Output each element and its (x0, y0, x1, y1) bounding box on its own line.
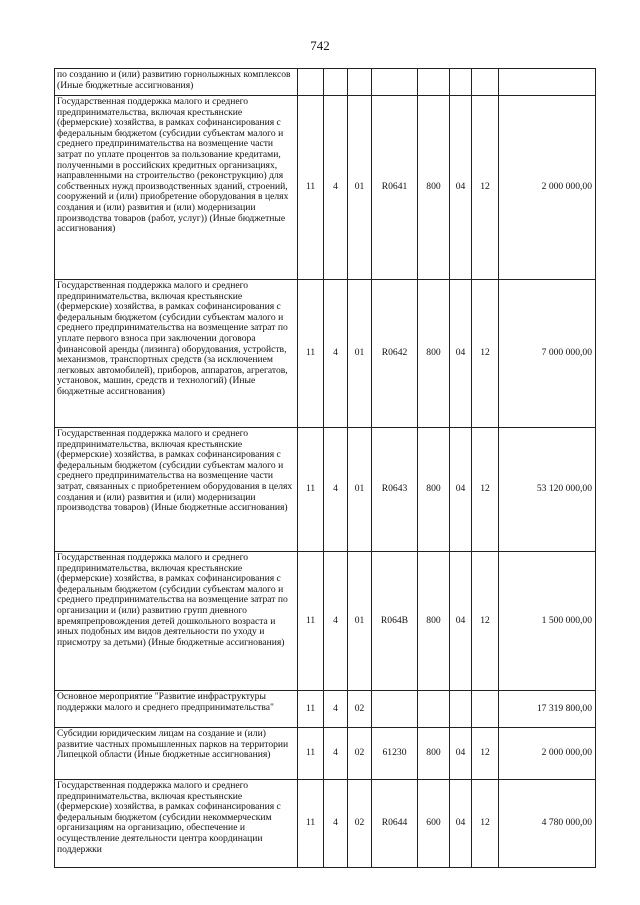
program-code: 11 (298, 728, 324, 780)
row-description: Государственная поддержка малого и среднего предпринимательства, включая крестьянские (фермерские) хозяйства, в рамках софинансирования с федеральным бюджетом (субсидии субъектам малого и среднего предпринимательства на возмещение затрат по организации и (или) развитию групп дневного времяпрепровождения детей дошкольного возраста и иных подобных им видов деятельности по уходу и присмотру за детьми) (Иные бюджетные ассигнования) (55, 552, 298, 691)
activity-code: 01 (348, 96, 372, 280)
activity-code: 01 (348, 552, 372, 691)
expense-type-code: 800 (418, 428, 450, 552)
expense-type-code (418, 691, 450, 728)
row-description: Субсидии юридическим лицам на создание и (или) развитие частных промышленных парков на территории Липецкой области (Иные бюджетные ассигнования) (55, 728, 298, 780)
program-code: 11 (298, 280, 324, 428)
table-row (55, 552, 596, 691)
subprogram-code: 4 (324, 428, 348, 552)
subsection-code: 12 (472, 428, 499, 552)
amount-cell: 1 500 000,00 (499, 552, 596, 691)
subsection-code: 12 (472, 280, 499, 428)
subsection-code: 12 (472, 96, 499, 280)
expense-type-code: 800 (418, 728, 450, 780)
expense-type-code: 800 (418, 96, 450, 280)
activity-code: 02 (348, 728, 372, 780)
section-code (450, 69, 472, 96)
subprogram-code: 4 (324, 728, 348, 780)
program-code: 11 (298, 428, 324, 552)
row-description: Государственная поддержка малого и среднего предпринимательства, включая крестьянские (фермерские) хозяйства, в рамках софинансирования с федеральным бюджетом (субсидии некоммерческим организациям на организацию, обеспечение и осуществление деятельности центра координации поддержки (55, 780, 298, 868)
direction-code: 61230 (372, 728, 418, 780)
expense-type-code: 800 (418, 552, 450, 691)
expense-type-code (418, 69, 450, 96)
subprogram-code: 4 (324, 780, 348, 868)
table-row (55, 69, 596, 96)
activity-code: 01 (348, 428, 372, 552)
subsection-code (472, 69, 499, 96)
table-row (55, 780, 596, 868)
table-row (55, 428, 596, 552)
amount-cell: 53 120 000,00 (499, 428, 596, 552)
table-row (55, 728, 596, 780)
section-code: 04 (450, 428, 472, 552)
activity-code (348, 69, 372, 96)
subprogram-code: 4 (324, 691, 348, 728)
subsection-code: 12 (472, 728, 499, 780)
subprogram-code: 4 (324, 96, 348, 280)
subsection-code: 12 (472, 780, 499, 868)
expense-type-code: 800 (418, 280, 450, 428)
table-row (55, 280, 596, 428)
row-description: Основное мероприятие "Развитие инфраструктуры поддержки малого и среднего предпринимательства" (55, 691, 298, 728)
program-code: 11 (298, 552, 324, 691)
table-row (55, 691, 596, 728)
amount-cell: 2 000 000,00 (499, 96, 596, 280)
activity-code: 02 (348, 691, 372, 728)
program-code: 11 (298, 96, 324, 280)
activity-code: 01 (348, 280, 372, 428)
program-code (298, 69, 324, 96)
direction-code: R0644 (372, 780, 418, 868)
direction-code (372, 69, 418, 96)
section-code: 04 (450, 780, 472, 868)
direction-code: R0641 (372, 96, 418, 280)
subprogram-code: 4 (324, 552, 348, 691)
row-description: по созданию и (или) развитию горнолыжных комплексов (Иные бюджетные ассигнования) (55, 69, 298, 96)
subprogram-code: 4 (324, 280, 348, 428)
amount-cell: 17 319 800,00 (499, 691, 596, 728)
expense-type-code: 600 (418, 780, 450, 868)
direction-code: R064B (372, 552, 418, 691)
subsection-code (472, 691, 499, 728)
amount-cell: 4 780 000,00 (499, 780, 596, 868)
amount-cell (499, 69, 596, 96)
direction-code: R0642 (372, 280, 418, 428)
subprogram-code (324, 69, 348, 96)
budget-table (54, 68, 596, 868)
direction-code (372, 691, 418, 728)
program-code: 11 (298, 780, 324, 868)
amount-cell: 7 000 000,00 (499, 280, 596, 428)
table-row (55, 96, 596, 280)
row-description: Государственная поддержка малого и среднего предпринимательства, включая крестьянские (фермерские) хозяйства, в рамках софинансирования с федеральным бюджетом (субсидии субъектам малого и среднего предпринимательства на возмещение части затрат, связанных с приобретением оборудования в целях создания и (или) развития и (или) модернизации производства товаров) (Иные бюджетные ассигнования) (55, 428, 298, 552)
row-description: Государственная поддержка малого и среднего предпринимательства, включая крестьянские (фермерские) хозяйства, в рамках софинансирования с федеральным бюджетом (субсидии субъектам малого и среднего предпринимательства на возмещение части затрат по уплате процентов за пользование кредитами, полученными в российских кредитных организациях, направленными на строительство (реконструкцию) для собственных нужд производственных зданий, строений, сооружений и (или) приобретение оборудования в целях создания и (или) развития и (или) модернизации производства товаров (работ, услуг)) (Иные бюджетные ассигнования) (55, 96, 298, 280)
section-code: 04 (450, 728, 472, 780)
section-code: 04 (450, 552, 472, 691)
section-code (450, 691, 472, 728)
activity-code: 02 (348, 780, 372, 868)
amount-cell: 2 000 000,00 (499, 728, 596, 780)
section-code: 04 (450, 280, 472, 428)
program-code: 11 (298, 691, 324, 728)
row-description: Государственная поддержка малого и среднего предпринимательства, включая крестьянские (фермерские) хозяйства, в рамках софинансирования с федеральным бюджетом (субсидии субъектам малого и среднего предпринимательства на возмещение затрат по уплате первого взноса при заключении договора финансовой аренды (лизинга) оборудования, устройств, механизмов, транспортных средств (за исключением легковых автомобилей), приборов, аппаратов, агрегатов, установок, машин, средств и технологий) (Иные бюджетные ассигнования) (55, 280, 298, 428)
page-number: 742 (310, 38, 330, 53)
subsection-code: 12 (472, 552, 499, 691)
direction-code: R0643 (372, 428, 418, 552)
section-code: 04 (450, 96, 472, 280)
